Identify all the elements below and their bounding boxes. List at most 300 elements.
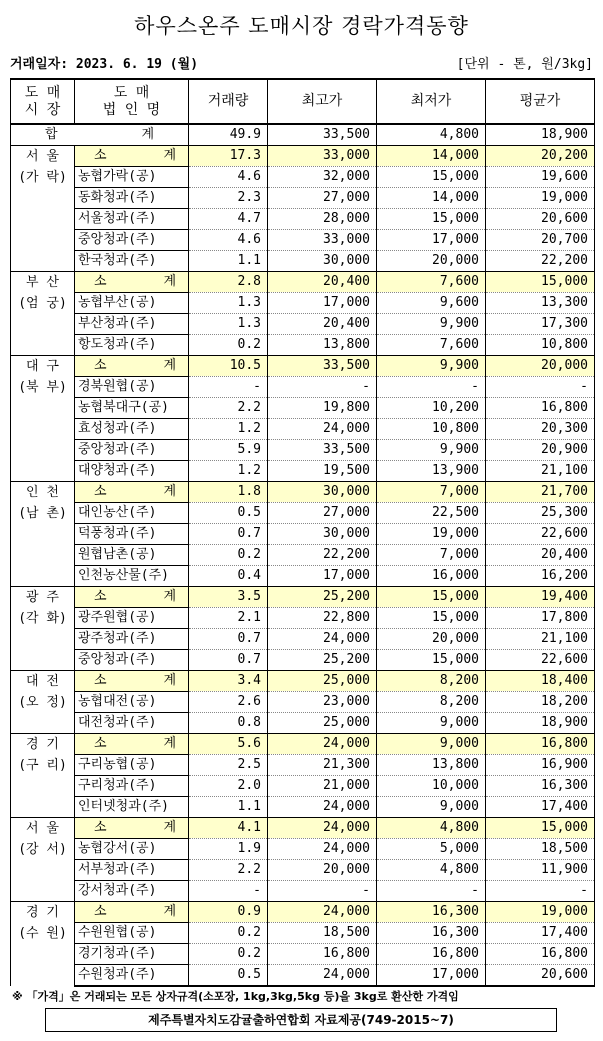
subtotal-avg: 15,000 <box>486 818 595 839</box>
subtotal-max: 30,000 <box>268 482 377 503</box>
cell-avg: 17,400 <box>486 797 595 818</box>
market-district: (엄 궁) <box>18 296 67 311</box>
firm-name: 농협부산(공) <box>75 293 189 314</box>
cell-avg: 10,800 <box>486 335 595 356</box>
subtotal-qty: 1.8 <box>189 482 268 503</box>
cell-max: 13,800 <box>268 335 377 356</box>
market-city: 부 산 <box>26 275 59 290</box>
cell-qty: 2.5 <box>189 755 268 776</box>
subtotal-max: 25,200 <box>268 587 377 608</box>
cell-min: 15,000 <box>377 650 486 671</box>
header-market <box>11 79 75 124</box>
cell-min: 16,300 <box>377 923 486 944</box>
firm-name: 항도청과(주) <box>75 335 189 356</box>
subtotal-qty: 3.4 <box>189 671 268 692</box>
cell-avg: 17,400 <box>486 923 595 944</box>
subtotal-qty: 10.5 <box>189 356 268 377</box>
subtotal-label <box>75 902 189 923</box>
cell-avg: 20,300 <box>486 419 595 440</box>
cell-min: 13,800 <box>377 755 486 776</box>
subtotal-row <box>11 587 595 608</box>
subtotal-label-right: 계 <box>163 820 176 835</box>
subtotal-row <box>11 671 595 692</box>
cell-min: 9,600 <box>377 293 486 314</box>
cell-min: 22,500 <box>377 503 486 524</box>
subtotal-label <box>75 818 189 839</box>
table-row <box>11 461 595 482</box>
cell-qty: 1.2 <box>189 419 268 440</box>
cell-avg: 21,100 <box>486 461 595 482</box>
cell-min: 15,000 <box>377 608 486 629</box>
table-row <box>11 608 595 629</box>
firm-name: 서울청과(주) <box>75 209 189 230</box>
cell-qty: 1.3 <box>189 314 268 335</box>
cell-avg: 17,800 <box>486 608 595 629</box>
market-city: 대 전 <box>26 674 59 689</box>
subtotal-label <box>75 356 189 377</box>
cell-qty: 1.3 <box>189 293 268 314</box>
cell-max: 32,000 <box>268 167 377 188</box>
cell-qty: 0.7 <box>189 650 268 671</box>
subtotal-label-right: 계 <box>163 904 176 919</box>
cell-avg: 22,600 <box>486 650 595 671</box>
table-row <box>11 629 595 650</box>
header-firm-line1: 도 매 <box>113 84 150 101</box>
market-name-cell <box>11 482 75 587</box>
table-row <box>11 692 595 713</box>
subtotal-row <box>11 272 595 293</box>
total-max: 33,500 <box>268 124 377 146</box>
cell-avg: 16,800 <box>486 398 595 419</box>
firm-name: 구리청과(주) <box>75 776 189 797</box>
firm-name: 인터넷청과(주) <box>75 797 189 818</box>
cell-max: 22,800 <box>268 608 377 629</box>
firm-name: 효성청과(주) <box>75 419 189 440</box>
subtotal-avg: 15,000 <box>486 272 595 293</box>
firm-name: 덕풍청과(주) <box>75 524 189 545</box>
market-name-cell <box>11 734 75 818</box>
subtotal-label <box>75 482 189 503</box>
table-row <box>11 335 595 356</box>
subtotal-max: 24,000 <box>268 734 377 755</box>
firm-name: 대전청과(주) <box>75 713 189 734</box>
cell-qty: 2.2 <box>189 398 268 419</box>
cell-qty: 0.5 <box>189 965 268 987</box>
market-name-cell <box>11 902 75 987</box>
subtotal-avg: 19,400 <box>486 587 595 608</box>
subtotal-label-left: 소 <box>94 673 107 688</box>
total-avg: 18,900 <box>486 124 595 146</box>
cell-min: 15,000 <box>377 167 486 188</box>
market-city: 인 천 <box>26 485 59 500</box>
cell-max: 18,500 <box>268 923 377 944</box>
subtotal-avg: 20,200 <box>486 146 595 167</box>
cell-qty: - <box>189 881 268 902</box>
cell-avg: 20,700 <box>486 230 595 251</box>
subtotal-qty: 17.3 <box>189 146 268 167</box>
cell-max: 27,000 <box>268 503 377 524</box>
cell-qty: - <box>189 377 268 398</box>
firm-name: 농협가락(공) <box>75 167 189 188</box>
table-row <box>11 230 595 251</box>
subtotal-label <box>75 146 189 167</box>
subtotal-label-right: 계 <box>163 484 176 499</box>
cell-max: 21,000 <box>268 776 377 797</box>
cell-qty: 2.0 <box>189 776 268 797</box>
firm-name: 경기청과(주) <box>75 944 189 965</box>
cell-max: 30,000 <box>268 251 377 272</box>
subtotal-min: 16,300 <box>377 902 486 923</box>
table-row <box>11 797 595 818</box>
market-name-cell <box>11 272 75 356</box>
cell-avg: 16,200 <box>486 566 595 587</box>
cell-avg: 20,900 <box>486 440 595 461</box>
subtotal-label-left: 소 <box>94 736 107 751</box>
table-row <box>11 923 595 944</box>
cell-avg: 25,300 <box>486 503 595 524</box>
cell-min: 8,200 <box>377 692 486 713</box>
table-row <box>11 965 595 987</box>
table-row <box>11 419 595 440</box>
header-firm-line2: 법 인 명 <box>102 101 161 118</box>
cell-avg: 18,500 <box>486 839 595 860</box>
cell-max: 22,200 <box>268 545 377 566</box>
subtotal-min: 9,900 <box>377 356 486 377</box>
firm-name: 중앙청과(주) <box>75 650 189 671</box>
market-city: 경 기 <box>26 905 59 920</box>
cell-qty: 0.7 <box>189 629 268 650</box>
subtotal-qty: 2.8 <box>189 272 268 293</box>
cell-max: 27,000 <box>268 188 377 209</box>
subtotal-row <box>11 902 595 923</box>
market-city: 서 울 <box>26 149 59 164</box>
firm-name: 경북원협(공) <box>75 377 189 398</box>
cell-max: - <box>268 881 377 902</box>
header-min: 최저가 <box>377 79 486 124</box>
subtotal-label-left: 소 <box>94 148 107 163</box>
subtotal-max: 20,400 <box>268 272 377 293</box>
cell-min: 13,900 <box>377 461 486 482</box>
subtotal-max: 33,000 <box>268 146 377 167</box>
cell-avg: 18,200 <box>486 692 595 713</box>
table-row <box>11 755 595 776</box>
cell-min: 10,000 <box>377 776 486 797</box>
cell-min: 19,000 <box>377 524 486 545</box>
footnote: ※ 「가격」은 거래되는 모든 상자규격(소포장, 1kg,3kg,5kg 등)을 3kg로 환산한 가격임 <box>12 990 459 1003</box>
firm-name: 서부청과(주) <box>75 860 189 881</box>
subtotal-min: 9,000 <box>377 734 486 755</box>
table-row <box>11 650 595 671</box>
cell-avg: 20,600 <box>486 965 595 987</box>
subtotal-label-right: 계 <box>163 358 176 373</box>
cell-qty: 1.2 <box>189 461 268 482</box>
cell-avg: - <box>486 377 595 398</box>
cell-avg: - <box>486 881 595 902</box>
source-box: 제주특별자치도감귤출하연합회 자료제공(749-2015~7) <box>45 1008 557 1032</box>
cell-qty: 5.9 <box>189 440 268 461</box>
table-row <box>11 503 595 524</box>
table-row <box>11 188 595 209</box>
cell-min: 10,800 <box>377 419 486 440</box>
cell-qty: 1.1 <box>189 797 268 818</box>
table-row <box>11 251 595 272</box>
subtotal-qty: 3.5 <box>189 587 268 608</box>
cell-min: 9,900 <box>377 440 486 461</box>
cell-max: 20,000 <box>268 860 377 881</box>
subtotal-row <box>11 356 595 377</box>
cell-qty: 0.2 <box>189 923 268 944</box>
cell-min: 9,000 <box>377 713 486 734</box>
cell-qty: 4.6 <box>189 167 268 188</box>
table-row <box>11 167 595 188</box>
table-row <box>11 776 595 797</box>
firm-name: 농협강서(공) <box>75 839 189 860</box>
firm-name: 농협북대구(공) <box>75 398 189 419</box>
cell-min: 20,000 <box>377 629 486 650</box>
cell-max: - <box>268 377 377 398</box>
table-row <box>11 881 595 902</box>
market-name-cell <box>11 671 75 734</box>
cell-qty: 2.2 <box>189 860 268 881</box>
total-label <box>11 124 189 146</box>
subtotal-label <box>75 587 189 608</box>
table-row <box>11 713 595 734</box>
market-district: (가 락) <box>18 170 67 185</box>
cell-min: 7,000 <box>377 545 486 566</box>
table-row <box>11 440 595 461</box>
report-title: 하우스온주 도매시장 경락가격동향 <box>134 14 469 38</box>
cell-max: 33,000 <box>268 230 377 251</box>
cell-avg: 21,100 <box>486 629 595 650</box>
subtotal-row <box>11 818 595 839</box>
firm-name: 중앙청과(주) <box>75 440 189 461</box>
cell-avg: 13,300 <box>486 293 595 314</box>
cell-max: 24,000 <box>268 629 377 650</box>
subtotal-label-right: 계 <box>163 589 176 604</box>
cell-qty: 0.5 <box>189 503 268 524</box>
firm-name: 부산청과(주) <box>75 314 189 335</box>
firm-name: 광주청과(주) <box>75 629 189 650</box>
firm-name: 동화청과(주) <box>75 188 189 209</box>
cell-max: 16,800 <box>268 944 377 965</box>
cell-avg: 11,900 <box>486 860 595 881</box>
market-name-cell <box>11 587 75 671</box>
report-info <box>10 53 593 73</box>
subtotal-max: 24,000 <box>268 902 377 923</box>
cell-max: 24,000 <box>268 419 377 440</box>
cell-qty: 1.1 <box>189 251 268 272</box>
cell-max: 20,400 <box>268 314 377 335</box>
cell-qty: 0.2 <box>189 545 268 566</box>
price-table <box>10 78 595 987</box>
total-row <box>11 124 595 146</box>
subtotal-label-left: 소 <box>94 484 107 499</box>
table-row <box>11 545 595 566</box>
cell-avg: 16,800 <box>486 944 595 965</box>
cell-qty: 2.6 <box>189 692 268 713</box>
market-city: 광 주 <box>26 590 59 605</box>
cell-qty: 0.2 <box>189 335 268 356</box>
subtotal-qty: 4.1 <box>189 818 268 839</box>
subtotal-label-left: 소 <box>94 358 107 373</box>
cell-min: 5,000 <box>377 839 486 860</box>
market-name-cell <box>11 146 75 272</box>
cell-max: 33,500 <box>268 440 377 461</box>
cell-qty: 2.3 <box>189 188 268 209</box>
table-body <box>11 124 595 986</box>
subtotal-label-left: 소 <box>94 274 107 289</box>
subtotal-min: 8,200 <box>377 671 486 692</box>
cell-avg: 17,300 <box>486 314 595 335</box>
subtotal-avg: 16,800 <box>486 734 595 755</box>
subtotal-label-left: 소 <box>94 820 107 835</box>
header-market-line1: 도 매 <box>24 84 61 101</box>
subtotal-row <box>11 146 595 167</box>
subtotal-min: 15,000 <box>377 587 486 608</box>
cell-qty: 0.4 <box>189 566 268 587</box>
header-market-line2: 시 장 <box>24 101 61 118</box>
subtotal-label <box>75 671 189 692</box>
subtotal-avg: 20,000 <box>486 356 595 377</box>
firm-name: 농협대전(공) <box>75 692 189 713</box>
table-row <box>11 398 595 419</box>
subtotal-label-left: 소 <box>94 589 107 604</box>
subtotal-row <box>11 482 595 503</box>
cell-max: 23,000 <box>268 692 377 713</box>
cell-max: 30,000 <box>268 524 377 545</box>
trade-date: 거래일자: 2023. 6. 19 (월) <box>10 57 199 72</box>
cell-max: 17,000 <box>268 293 377 314</box>
cell-min: 14,000 <box>377 188 486 209</box>
table-row <box>11 314 595 335</box>
header-row <box>11 79 595 124</box>
cell-avg: 19,600 <box>486 167 595 188</box>
subtotal-avg: 21,700 <box>486 482 595 503</box>
header-max: 최고가 <box>268 79 377 124</box>
cell-avg: 20,400 <box>486 545 595 566</box>
cell-avg: 19,000 <box>486 188 595 209</box>
cell-max: 24,000 <box>268 965 377 987</box>
table-row <box>11 524 595 545</box>
cell-min: 17,000 <box>377 965 486 987</box>
subtotal-min: 14,000 <box>377 146 486 167</box>
cell-max: 25,000 <box>268 713 377 734</box>
cell-qty: 4.7 <box>189 209 268 230</box>
cell-avg: 22,600 <box>486 524 595 545</box>
cell-qty: 0.7 <box>189 524 268 545</box>
subtotal-min: 7,000 <box>377 482 486 503</box>
cell-min: 9,900 <box>377 314 486 335</box>
subtotal-label-right: 계 <box>163 274 176 289</box>
subtotal-label-right: 계 <box>163 736 176 751</box>
table-row <box>11 839 595 860</box>
cell-max: 17,000 <box>268 566 377 587</box>
cell-avg: 18,900 <box>486 713 595 734</box>
total-label-left: 합 <box>45 127 58 142</box>
cell-max: 19,800 <box>268 398 377 419</box>
market-district: (강 서) <box>18 842 67 857</box>
subtotal-label <box>75 734 189 755</box>
cell-avg: 20,600 <box>486 209 595 230</box>
firm-name: 강서청과(주) <box>75 881 189 902</box>
subtotal-label-left: 소 <box>94 904 107 919</box>
firm-name: 한국청과(주) <box>75 251 189 272</box>
total-label-right: 계 <box>141 127 154 142</box>
cell-max: 24,000 <box>268 839 377 860</box>
cell-avg: 16,300 <box>486 776 595 797</box>
firm-name: 대인농산(주) <box>75 503 189 524</box>
market-district: (각 화) <box>18 611 67 626</box>
firm-name: 수원청과(주) <box>75 965 189 987</box>
subtotal-max: 33,500 <box>268 356 377 377</box>
subtotal-avg: 18,400 <box>486 671 595 692</box>
cell-min: - <box>377 881 486 902</box>
firm-name: 수원원협(공) <box>75 923 189 944</box>
cell-max: 25,200 <box>268 650 377 671</box>
cell-qty: 0.8 <box>189 713 268 734</box>
header-avg: 평균가 <box>486 79 595 124</box>
total-qty: 49.9 <box>189 124 268 146</box>
market-district: (북 부) <box>18 380 67 395</box>
subtotal-min: 4,800 <box>377 818 486 839</box>
table-row <box>11 944 595 965</box>
market-city: 대 구 <box>26 359 59 374</box>
header-firm <box>75 79 189 124</box>
market-city: 경 기 <box>26 737 59 752</box>
table-row <box>11 293 595 314</box>
table-row <box>11 209 595 230</box>
table-row <box>11 860 595 881</box>
market-district: (수 원) <box>18 926 67 941</box>
unit-label: [단위 - 톤, 원/3kg] <box>456 57 593 72</box>
subtotal-row <box>11 734 595 755</box>
cell-min: 17,000 <box>377 230 486 251</box>
cell-min: 9,000 <box>377 797 486 818</box>
cell-min: 20,000 <box>377 251 486 272</box>
market-district: (구 리) <box>18 758 67 773</box>
market-city: 서 울 <box>26 821 59 836</box>
subtotal-min: 7,600 <box>377 272 486 293</box>
firm-name: 광주원협(공) <box>75 608 189 629</box>
cell-min: 4,800 <box>377 860 486 881</box>
cell-min: 16,800 <box>377 944 486 965</box>
table-row <box>11 377 595 398</box>
cell-qty: 4.6 <box>189 230 268 251</box>
market-name-cell <box>11 818 75 902</box>
subtotal-max: 24,000 <box>268 818 377 839</box>
market-name-cell <box>11 356 75 482</box>
subtotal-qty: 5.6 <box>189 734 268 755</box>
subtotal-avg: 19,000 <box>486 902 595 923</box>
cell-min: 10,200 <box>377 398 486 419</box>
firm-name: 중앙청과(주) <box>75 230 189 251</box>
firm-name: 원협남촌(공) <box>75 545 189 566</box>
market-district: (오 정) <box>18 695 67 710</box>
firm-name: 대양청과(주) <box>75 461 189 482</box>
firm-name: 인천농산물(주) <box>75 566 189 587</box>
subtotal-label <box>75 272 189 293</box>
header-qty: 거래량 <box>189 79 268 124</box>
cell-qty: 1.9 <box>189 839 268 860</box>
table-row <box>11 566 595 587</box>
cell-max: 19,500 <box>268 461 377 482</box>
firm-name: 구리농협(공) <box>75 755 189 776</box>
total-min: 4,800 <box>377 124 486 146</box>
cell-max: 28,000 <box>268 209 377 230</box>
subtotal-max: 25,000 <box>268 671 377 692</box>
subtotal-qty: 0.9 <box>189 902 268 923</box>
subtotal-label-right: 계 <box>163 673 176 688</box>
